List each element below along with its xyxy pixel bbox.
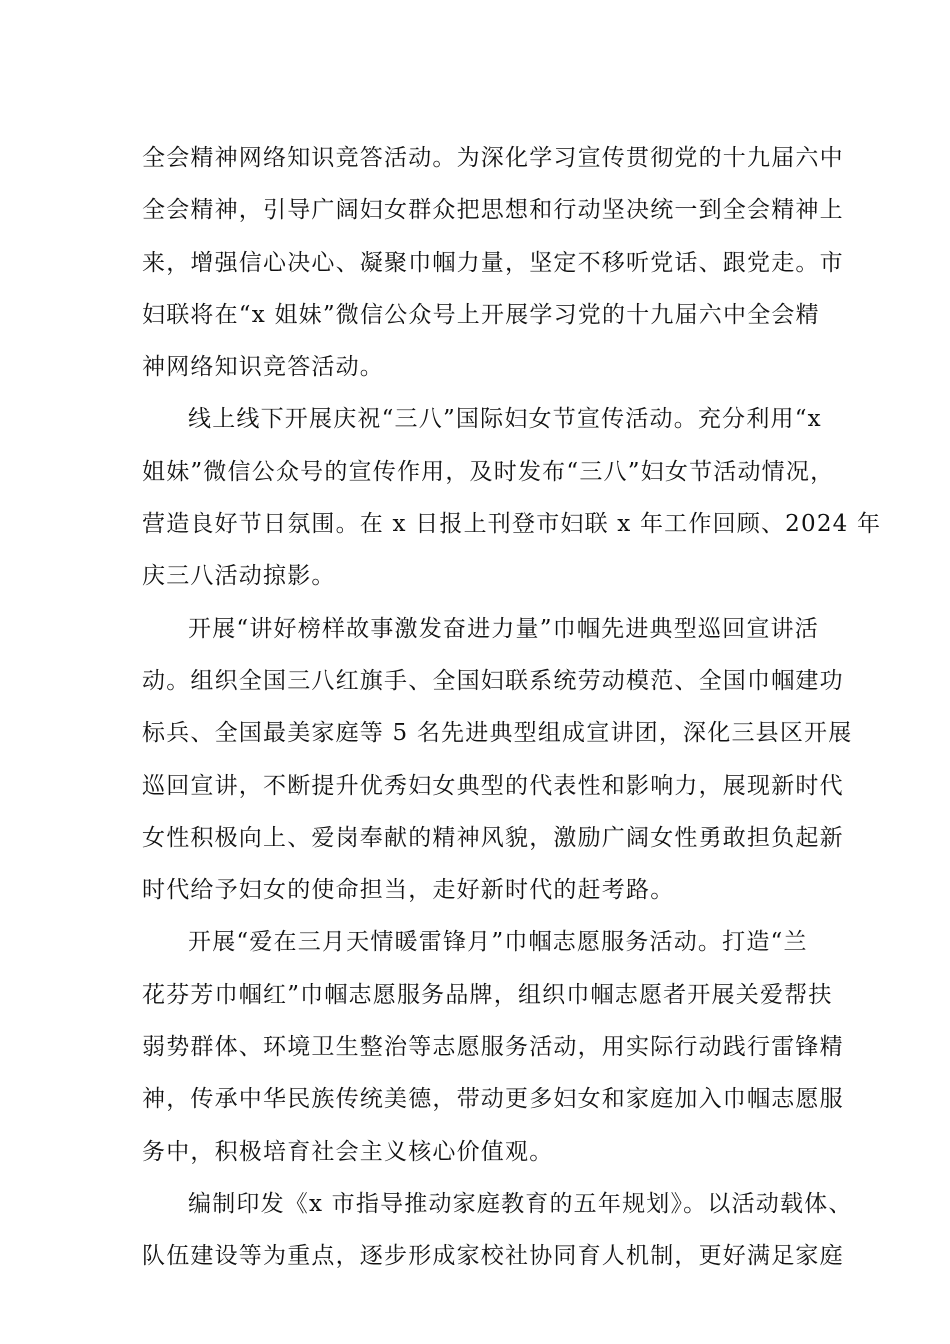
text-line: 妇联将在“x 姐妹”微信公众号上开展学习党的十九届六中全会精 (142, 301, 820, 328)
text-line: 营造良好节日氛围。在 x 日报上刊登市妇联 x 年工作回顾、2024 年 (142, 511, 882, 538)
text-line: 花芬芳巾帼红”巾帼志愿服务品牌，组织巾帼志愿者开展关爱帮扶 (142, 981, 833, 1008)
text-line: 标兵、全国最美家庭等 5 名先进典型组成宣讲团，深化三县区开展 (142, 720, 853, 747)
text-line: 队伍建设等为重点，逐步形成家校社协同育人机制，更好满足家庭 (142, 1243, 844, 1270)
text-line: 女性积极向上、爱岗奉献的精神风貌，激励广阔女性勇敢担负起新 (142, 824, 844, 851)
text-line: 全会精神，引导广阔妇女群众把思想和行动坚决统一到全会精神上 (142, 197, 844, 224)
text-line: 务中，积极培育社会主义核心价值观。 (142, 1138, 554, 1165)
text-line: 弱势群体、环境卫生整治等志愿服务活动，用实际行动践行雷锋精 (142, 1034, 844, 1061)
paragraph-first-line: 编制印发《x 市指导推动家庭教育的五年规划》。以活动载体、 (188, 1190, 853, 1217)
paragraph-first-line: 开展“爱在三月天情暖雷锋月”巾帼志愿服务活动。打造“兰 (188, 929, 808, 956)
paragraph-first-line: 开展“讲好榜样故事激发奋进力量”巾帼先进典型巡回宣讲活 (188, 615, 819, 642)
text-line: 时代给予妇女的使命担当，走好新时代的赶考路。 (142, 877, 675, 904)
text-line: 来，增强信心决心、凝聚巾帼力量，坚定不移听党话、跟党走。市 (142, 249, 844, 276)
text-line: 神网络知识竞答活动。 (142, 354, 384, 381)
text-line: 神，传承中华民族传统美德，带动更多妇女和家庭加入巾帼志愿服 (142, 1086, 844, 1113)
document-body (142, 132, 882, 1283)
text-line: 巡回宣讲，不断提升优秀妇女典型的代表性和影响力，展现新时代 (142, 772, 844, 799)
text-line: 动。组织全国三八红旗手、全国妇联系统劳动模范、全国巾帼建功 (142, 667, 844, 694)
text-line: 姐妹”微信公众号的宣传作用，及时发布“三八”妇女节活动情况， (142, 458, 835, 485)
paragraph-first-line: 线上线下开展庆祝“三八”国际妇女节宣传活动。充分利用“x (188, 406, 822, 433)
text-line: 庆三八活动掠影。 (142, 563, 336, 590)
text-line: 全会精神网络知识竞答活动。为深化学习宣传贯彻党的十九届六中 (142, 145, 844, 171)
